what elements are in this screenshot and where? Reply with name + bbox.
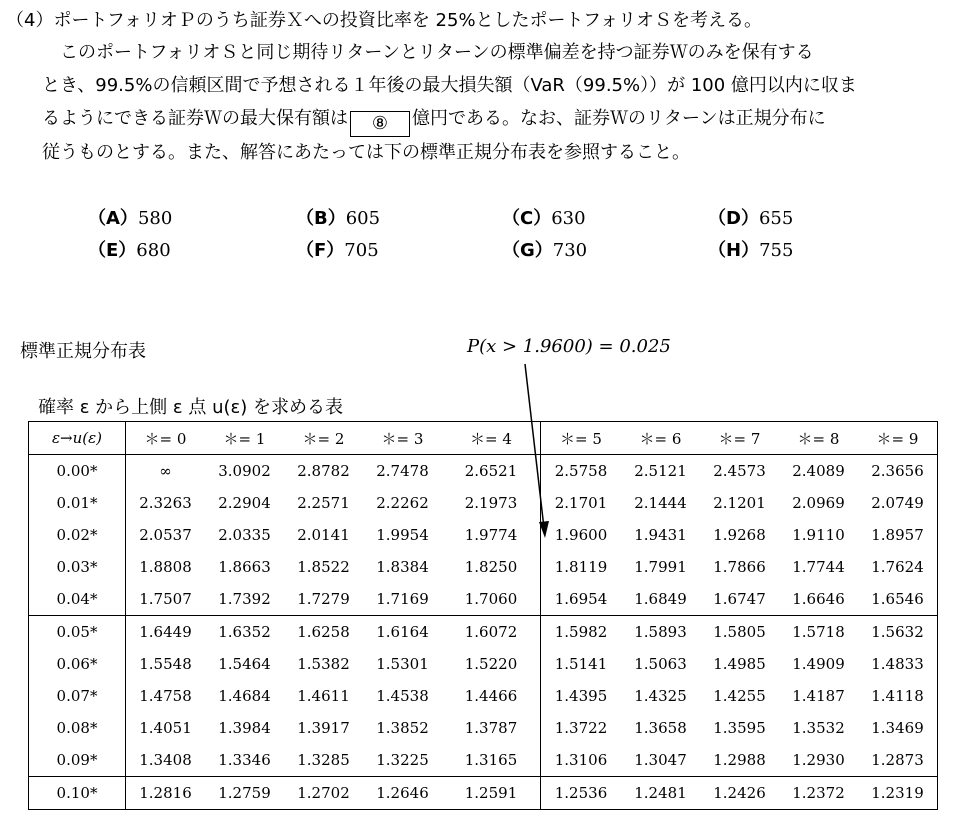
option-value: 605	[345, 208, 381, 229]
table-cell: 2.0749	[871, 494, 924, 512]
table-cell: 1.4611	[297, 687, 350, 705]
table-cell: 2.2262	[376, 494, 429, 512]
table-cell: 1.7744	[792, 558, 845, 576]
option-key: （B）	[296, 208, 346, 229]
table-cell: 2.8782	[297, 462, 350, 480]
question-line-1: （4）ポートフォリオＰのうち証券Ｘへの投資比率を 25%としたポートフォリオＳを考える。	[6, 10, 762, 31]
table-cell: 1.4051	[139, 719, 192, 737]
col-header: ＊= 8	[779, 422, 858, 455]
table-cell: 1.2426	[700, 777, 779, 810]
table-cell: 1.8119	[554, 558, 608, 576]
table-cell: 2.0969	[792, 494, 845, 512]
col-header: ＊= 1	[205, 422, 284, 455]
question-line-5: 従うものとする。また、解答にあたっては下の標準正規分布表を参照すること。	[42, 142, 690, 163]
option-value: 730	[552, 240, 588, 261]
table-cell: 2.4573	[713, 462, 766, 480]
question-line-2: このポートフォリオＳと同じ期待リターンとリターンの標準偏差を持つ証券Ｗのみを保有する	[60, 42, 814, 63]
table-cell: 1.2759	[205, 777, 284, 810]
formula-text: P(x > 1.9600) = 0.025	[467, 336, 671, 357]
option-key: （D）	[708, 208, 759, 229]
table-cell: 2.2571	[297, 494, 350, 512]
table-cell: 1.7991	[634, 558, 687, 576]
table-title: 標準正規分布表	[20, 341, 146, 362]
table-cell: 1.5220	[442, 648, 541, 680]
option-value: 705	[344, 240, 379, 261]
table-cell: 1.3722	[554, 719, 608, 737]
row-label-cell: 0.00*	[29, 455, 126, 488]
table-cell: 1.4255	[713, 687, 766, 705]
table-cell: 1.3106	[554, 751, 608, 769]
table-cell: 2.5758	[554, 462, 608, 480]
table-cell: 2.4089	[792, 462, 845, 480]
table-cell: 1.2646	[363, 777, 442, 810]
row-label-cell: 0.06*	[29, 648, 126, 680]
col-header: ＊= 2	[284, 422, 363, 455]
row-label-cell: 0.09*	[29, 744, 126, 777]
row-label-cell: 0.03*	[29, 551, 126, 583]
table-cell: 1.8522	[297, 558, 350, 576]
table-cell: 2.2904	[218, 494, 271, 512]
table-cell: 1.7624	[871, 558, 924, 576]
table-cell: 1.5718	[779, 616, 858, 649]
table-cell: 2.1973	[442, 487, 541, 519]
table-cell: 1.2816	[126, 777, 206, 810]
col-header: ＊= 6	[621, 422, 700, 455]
table-cell: 2.5121	[634, 462, 687, 480]
table-cell: 1.8663	[218, 558, 271, 576]
table-cell: 1.6258	[284, 616, 363, 649]
table-cell: 1.6449	[126, 616, 206, 649]
option-value: 755	[759, 240, 794, 261]
table-cell: 2.7478	[376, 462, 429, 480]
table-cell: 1.7507	[139, 590, 192, 608]
option-value: 630	[551, 208, 586, 229]
table-cell: 1.3917	[297, 719, 350, 737]
question-line-4-pre: るようにできる証券Ｗの最大保有額は	[42, 108, 348, 129]
table-cell: 1.7392	[218, 590, 271, 608]
table-cell: 1.5464	[218, 655, 271, 673]
col-header: ＊= 7	[700, 422, 779, 455]
table-cell: 1.2536	[541, 777, 622, 810]
option-key: （E）	[88, 240, 137, 261]
table-cell: 2.0141	[297, 526, 350, 544]
table-cell: 1.9600	[554, 526, 608, 544]
table-cell: 1.5632	[858, 616, 938, 649]
table-cell: 1.6954	[554, 590, 608, 608]
table-cell: 1.4758	[139, 687, 192, 705]
question-line-3: とき、99.5%の信頼区間で予想される１年後の最大損失額（VaR（99.5%））が 100 億円以内に収ま	[42, 75, 857, 96]
option-key: （G）	[502, 240, 553, 261]
table-cell: 1.3408	[139, 751, 192, 769]
table-cell: 1.3225	[376, 751, 429, 769]
table-cell: 1.3532	[792, 719, 845, 737]
col-header: ＊= 5	[541, 422, 622, 455]
table-cell: 1.4395	[554, 687, 608, 705]
option-key: （F）	[296, 240, 345, 261]
table-cell: 1.4985	[713, 655, 766, 673]
table-cell: 1.4684	[218, 687, 271, 705]
col-header: ＊= 0	[126, 422, 206, 455]
table-cell: 1.5141	[554, 655, 608, 673]
row-label-cell: 0.02*	[29, 519, 126, 551]
table-cell: 1.2481	[621, 777, 700, 810]
table-cell: 1.5805	[700, 616, 779, 649]
table-cell: 1.6646	[792, 590, 845, 608]
table-cell: 1.4538	[376, 687, 429, 705]
table-cell: 3.0902	[218, 462, 271, 480]
col-header: ＊= 4	[442, 422, 541, 455]
table-cell: 1.6546	[871, 590, 924, 608]
row-label-cell: 0.04*	[29, 583, 126, 616]
table-subtitle: 確率 ε から上側 ε 点 u(ε) を求める表	[38, 397, 343, 418]
table-cell: 2.1701	[554, 494, 608, 512]
table-cell: 1.6849	[634, 590, 687, 608]
row-label-cell: 0.07*	[29, 680, 126, 712]
table-cell: 1.4118	[871, 687, 924, 705]
table-cell: 1.7866	[713, 558, 766, 576]
table-cell: 1.6164	[363, 616, 442, 649]
table-cell: 1.9954	[376, 526, 429, 544]
table-cell: 1.3595	[713, 719, 766, 737]
table-cell: 1.3346	[218, 751, 271, 769]
table-cell: 1.6072	[442, 616, 541, 649]
table-cell: 1.9774	[442, 519, 541, 551]
table-cell: 2.0335	[218, 526, 271, 544]
table-cell: 1.3787	[442, 712, 541, 744]
table-cell: 1.9110	[792, 526, 845, 544]
table-cell: ∞	[159, 462, 172, 480]
table-cell: 1.4325	[634, 687, 687, 705]
table-cell: 1.4187	[792, 687, 845, 705]
table-cell: 1.8957	[871, 526, 924, 544]
table-cell: 1.3165	[442, 744, 541, 777]
table-cell: 2.3263	[139, 494, 192, 512]
table-cell: 2.1444	[634, 494, 687, 512]
table-cell: 1.2930	[792, 751, 845, 769]
table-cell: 1.3658	[634, 719, 687, 737]
table-cell: 1.4466	[442, 680, 541, 712]
table-cell: 2.1201	[713, 494, 766, 512]
row-label-cell: 0.01*	[29, 487, 126, 519]
table-cell: 1.3984	[218, 719, 271, 737]
table-cell: 1.5063	[634, 655, 687, 673]
table-cell: 1.2873	[871, 751, 924, 769]
table-cell: 1.2319	[858, 777, 938, 810]
table-cell: 1.9431	[634, 526, 687, 544]
table-cell: 1.4833	[871, 655, 924, 673]
option-value: 655	[758, 208, 794, 229]
table-cell: 1.9268	[713, 526, 766, 544]
table-cell: 1.7169	[376, 590, 429, 608]
corner-header: ε→u(ε)	[29, 422, 126, 455]
question-line-4-post: 億円である。なお、証券Ｗのリターンは正規分布に	[412, 108, 826, 129]
table-cell: 1.3469	[871, 719, 924, 737]
table-cell: 1.8808	[139, 558, 192, 576]
table-cell: 1.5893	[621, 616, 700, 649]
table-cell: 1.3285	[297, 751, 350, 769]
table-cell: 1.5301	[376, 655, 429, 673]
option-key: （A）	[88, 208, 138, 229]
answer-blank-8: ⑧	[350, 111, 410, 137]
table-cell: 1.5382	[297, 655, 350, 673]
table-cell: 2.3656	[871, 462, 924, 480]
table-cell: 1.8384	[376, 558, 429, 576]
col-header: ＊= 3	[363, 422, 442, 455]
table-cell: 1.5548	[139, 655, 192, 673]
table-cell: 1.7060	[442, 583, 541, 616]
row-label-cell: 0.08*	[29, 712, 126, 744]
table-cell: 1.3852	[376, 719, 429, 737]
row-label-cell: 0.05*	[29, 616, 126, 649]
table-cell: 1.2988	[713, 751, 766, 769]
table-cell: 1.4909	[792, 655, 845, 673]
option-value: 580	[137, 208, 173, 229]
option-key: （C）	[502, 208, 552, 229]
table-cell: 1.6747	[713, 590, 766, 608]
table-cell: 2.0537	[139, 526, 192, 544]
table-cell: 1.6352	[205, 616, 284, 649]
table-cell: 1.7279	[297, 590, 350, 608]
table-cell: 1.5982	[541, 616, 622, 649]
table-cell: 2.6521	[442, 455, 541, 488]
table-cell: 1.2591	[442, 777, 541, 810]
table-cell: 1.2372	[779, 777, 858, 810]
option-value: 680	[136, 240, 171, 261]
option-key: （H）	[708, 240, 760, 261]
table-cell: 1.3047	[634, 751, 687, 769]
col-header: ＊= 9	[858, 422, 938, 455]
table-cell: 1.2702	[284, 777, 363, 810]
row-label-cell: 0.10*	[29, 777, 126, 810]
table-cell: 1.8250	[442, 551, 541, 583]
